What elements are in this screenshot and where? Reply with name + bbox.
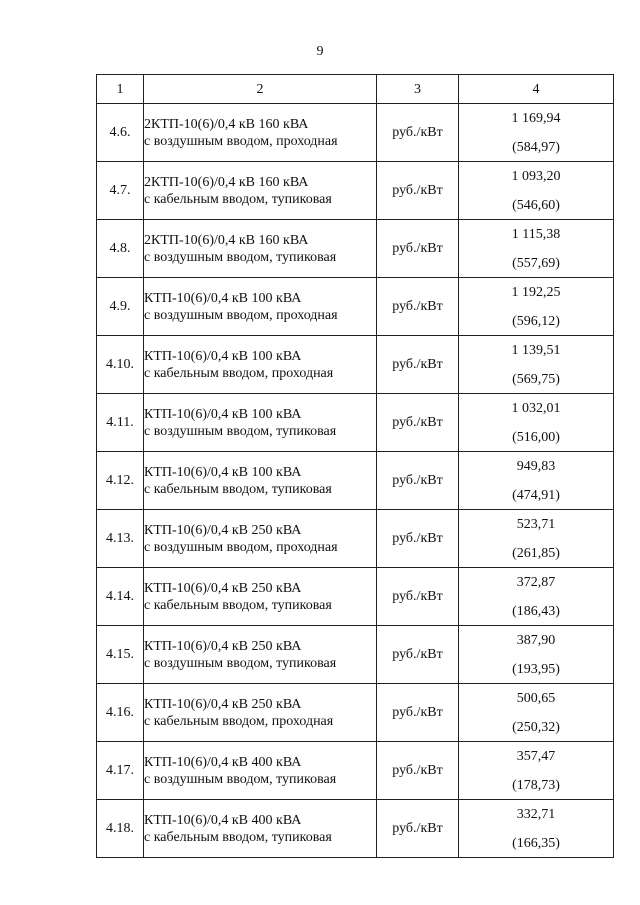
row-number: 4.15. (97, 626, 144, 684)
item-name-line1: КТП-10(6)/0,4 кВ 100 кВА (144, 464, 302, 480)
price (459, 336, 614, 394)
table-row (97, 104, 614, 162)
table-row (97, 394, 614, 452)
price (459, 220, 614, 278)
table-body (97, 104, 614, 858)
item-name (144, 162, 377, 220)
column-header: 3 (377, 75, 459, 104)
item-name (144, 452, 377, 510)
price-value-parenthetical: (546,60) (512, 197, 560, 213)
item-name-line2: с воздушным вводом, тупиковая (144, 423, 337, 439)
table-row (97, 626, 614, 684)
item-name-line1: КТП-10(6)/0,4 кВ 400 кВА (144, 754, 302, 770)
item-name (144, 568, 377, 626)
row-number: 4.8. (97, 220, 144, 278)
price-value: 500,65 (516, 690, 556, 706)
table-row (97, 568, 614, 626)
table-header-row (97, 75, 614, 104)
item-name-line2: с воздушным вводом, проходная (144, 133, 338, 149)
unit: руб./кВт (377, 452, 459, 510)
table-row (97, 684, 614, 742)
price-value: 332,71 (516, 806, 556, 822)
row-number: 4.11. (97, 394, 144, 452)
unit: руб./кВт (377, 510, 459, 568)
item-name-line1: КТП-10(6)/0,4 кВ 250 кВА (144, 580, 302, 596)
price-value-parenthetical: (584,97) (512, 139, 560, 155)
table-row (97, 162, 614, 220)
item-name (144, 104, 377, 162)
table-row (97, 278, 614, 336)
unit: руб./кВт (377, 742, 459, 800)
row-number: 4.7. (97, 162, 144, 220)
price-value: 357,47 (516, 748, 556, 764)
unit: руб./кВт (377, 800, 459, 858)
item-name-line1: КТП-10(6)/0,4 кВ 100 кВА (144, 406, 302, 422)
item-name-line2: с кабельным вводом, проходная (144, 713, 334, 729)
item-name (144, 684, 377, 742)
row-number: 4.17. (97, 742, 144, 800)
table-row (97, 452, 614, 510)
price-value: 387,90 (516, 632, 556, 648)
item-name-line2: с воздушным вводом, проходная (144, 539, 338, 555)
price-value: 1 139,51 (511, 342, 561, 358)
price (459, 452, 614, 510)
unit: руб./кВт (377, 278, 459, 336)
table-row (97, 220, 614, 278)
price (459, 684, 614, 742)
price-value-parenthetical: (474,91) (512, 487, 560, 503)
price-value: 1 093,20 (511, 168, 561, 184)
price-value-parenthetical: (596,12) (512, 313, 560, 329)
column-header: 1 (97, 75, 144, 104)
item-name-line2: с воздушным вводом, тупиковая (144, 655, 337, 671)
price-value-parenthetical: (186,43) (512, 603, 560, 619)
column-header: 4 (459, 75, 614, 104)
item-name (144, 278, 377, 336)
item-name-line1: КТП-10(6)/0,4 кВ 100 кВА (144, 290, 302, 306)
item-name-line1: КТП-10(6)/0,4 кВ 250 кВА (144, 638, 302, 654)
unit: руб./кВт (377, 162, 459, 220)
price-value: 1 115,38 (511, 226, 561, 242)
price (459, 162, 614, 220)
price (459, 104, 614, 162)
item-name-line1: 2КТП-10(6)/0,4 кВ 160 кВА (144, 232, 309, 248)
table-row (97, 336, 614, 394)
price (459, 568, 614, 626)
price-value-parenthetical: (557,69) (512, 255, 560, 271)
row-number: 4.12. (97, 452, 144, 510)
item-name-line1: 2КТП-10(6)/0,4 кВ 160 кВА (144, 116, 309, 132)
price-value: 372,87 (516, 574, 556, 590)
row-number: 4.6. (97, 104, 144, 162)
unit: руб./кВт (377, 684, 459, 742)
item-name (144, 626, 377, 684)
price-value: 523,71 (516, 516, 556, 532)
price-value-parenthetical: (166,35) (512, 835, 560, 851)
item-name-line1: КТП-10(6)/0,4 кВ 250 кВА (144, 696, 302, 712)
tariff-table (96, 74, 614, 858)
unit: руб./кВт (377, 336, 459, 394)
row-number: 4.14. (97, 568, 144, 626)
item-name-line2: с кабельным вводом, тупиковая (144, 829, 332, 845)
item-name (144, 220, 377, 278)
price-value-parenthetical: (193,95) (512, 661, 560, 677)
unit: руб./кВт (377, 394, 459, 452)
item-name-line2: с кабельным вводом, тупиковая (144, 191, 332, 207)
column-header: 2 (144, 75, 377, 104)
item-name-line2: с воздушным вводом, проходная (144, 307, 338, 323)
price (459, 742, 614, 800)
unit: руб./кВт (377, 626, 459, 684)
price-value-parenthetical: (178,73) (512, 777, 560, 793)
item-name-line2: с кабельным вводом, тупиковая (144, 597, 332, 613)
price-value-parenthetical: (250,32) (512, 719, 560, 735)
row-number: 4.9. (97, 278, 144, 336)
item-name (144, 510, 377, 568)
unit: руб./кВт (377, 104, 459, 162)
item-name-line1: 2КТП-10(6)/0,4 кВ 160 кВА (144, 174, 309, 190)
price (459, 394, 614, 452)
table-row (97, 742, 614, 800)
item-name-line2: с воздушным вводом, тупиковая (144, 249, 337, 265)
unit: руб./кВт (377, 220, 459, 278)
item-name-line2: с воздушным вводом, тупиковая (144, 771, 337, 787)
unit: руб./кВт (377, 568, 459, 626)
table-row (97, 510, 614, 568)
price-value-parenthetical: (261,85) (512, 545, 560, 561)
row-number: 4.13. (97, 510, 144, 568)
price (459, 510, 614, 568)
table-row (97, 800, 614, 858)
price (459, 626, 614, 684)
price-value-parenthetical: (516,00) (512, 429, 560, 445)
item-name (144, 336, 377, 394)
price-value-parenthetical: (569,75) (512, 371, 560, 387)
item-name-line1: КТП-10(6)/0,4 кВ 250 кВА (144, 522, 302, 538)
price-value: 1 032,01 (511, 400, 561, 416)
item-name (144, 800, 377, 858)
page-number: 9 (316, 44, 324, 59)
row-number: 4.10. (97, 336, 144, 394)
price-value: 949,83 (516, 458, 556, 474)
price-value: 1 192,25 (511, 284, 561, 300)
row-number: 4.18. (97, 800, 144, 858)
price (459, 278, 614, 336)
item-name-line1: КТП-10(6)/0,4 кВ 100 кВА (144, 348, 302, 364)
row-number: 4.16. (97, 684, 144, 742)
item-name (144, 394, 377, 452)
item-name-line1: КТП-10(6)/0,4 кВ 400 кВА (144, 812, 302, 828)
price-value: 1 169,94 (511, 110, 561, 126)
price (459, 800, 614, 858)
item-name-line2: с кабельным вводом, тупиковая (144, 481, 332, 497)
item-name-line2: с кабельным вводом, проходная (144, 365, 334, 381)
item-name (144, 742, 377, 800)
